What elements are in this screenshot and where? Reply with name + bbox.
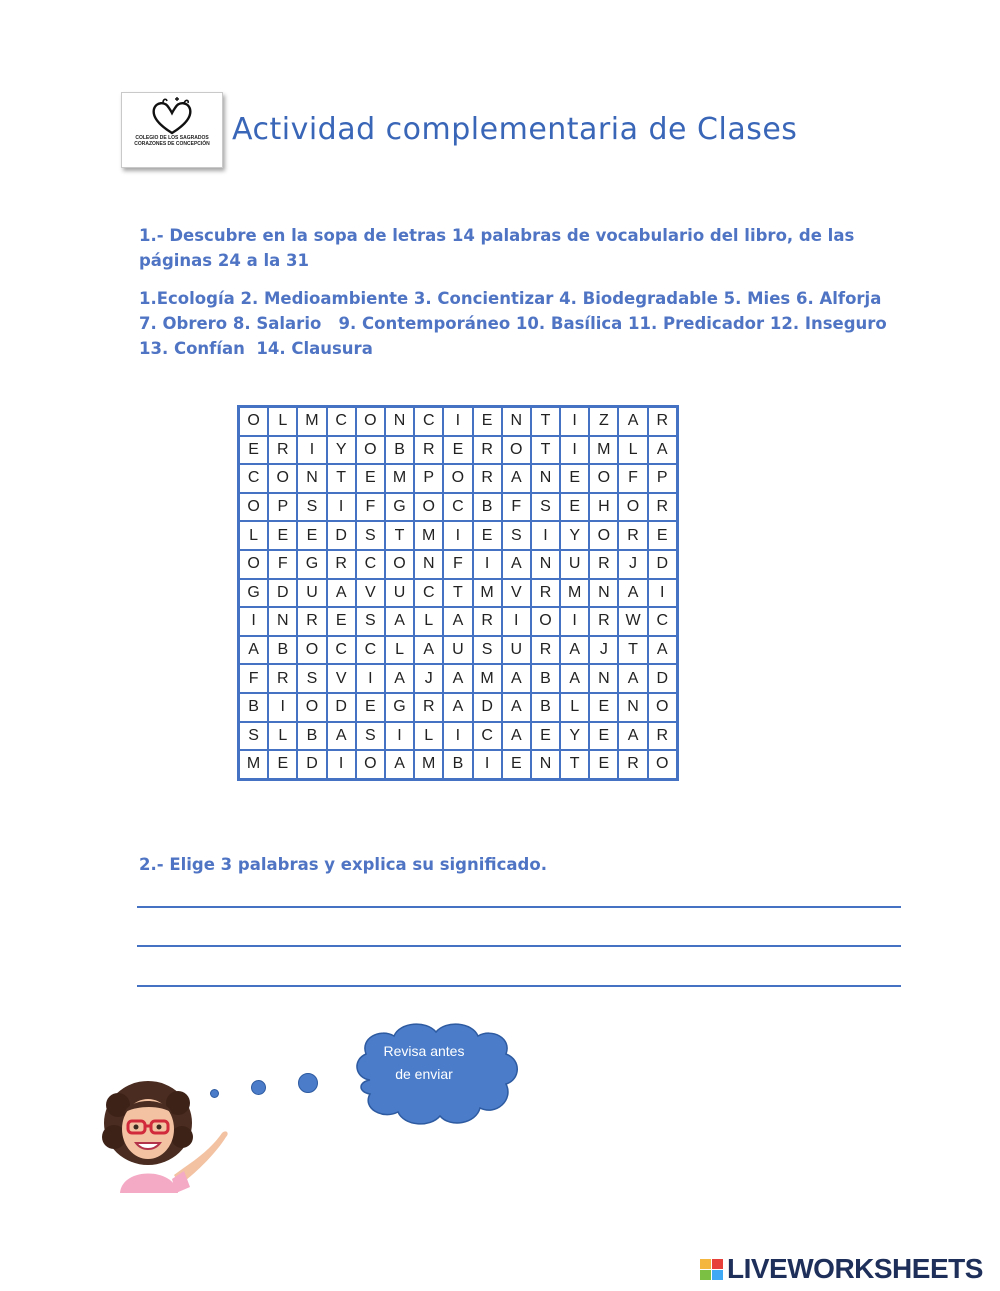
grid-cell[interactable]: A <box>327 579 356 608</box>
vocabulary-line-1: 1.Ecología 2. Medioambiente 3. Concientizar 4. Biodegradable 5. Mies 6. Alforja <box>139 289 882 308</box>
grid-cell[interactable]: I <box>239 607 269 636</box>
grid-cell[interactable]: A <box>560 664 589 693</box>
grid-cell[interactable]: A <box>443 664 472 693</box>
grid-row <box>239 550 678 579</box>
answer-line-1[interactable] <box>137 906 901 908</box>
grid-cell[interactable]: E <box>473 407 502 436</box>
grid-cell[interactable]: E <box>589 693 618 722</box>
grid-row <box>239 493 678 522</box>
grid-cell[interactable]: A <box>443 607 472 636</box>
grid-cell[interactable]: E <box>589 722 618 751</box>
brand-logo-icon <box>700 1259 723 1280</box>
grid-cell[interactable]: B <box>443 750 472 779</box>
grid-row <box>239 664 678 693</box>
grid-cell[interactable]: U <box>502 636 531 665</box>
grid-cell[interactable]: T <box>327 464 356 493</box>
grid-cell[interactable]: C <box>473 722 502 751</box>
grid-cell[interactable]: T <box>618 636 647 665</box>
grid-cell[interactable]: C <box>356 636 385 665</box>
grid-cell[interactable]: P <box>648 464 678 493</box>
grid-cell[interactable]: I <box>502 607 531 636</box>
grid-cell[interactable]: M <box>297 407 326 436</box>
question-2: 2.- Elige 3 palabras y explica su significado. <box>139 855 547 874</box>
grid-cell[interactable]: E <box>589 750 618 779</box>
grid-cell[interactable]: E <box>648 521 678 550</box>
grid-cell[interactable]: R <box>531 636 560 665</box>
grid-cell[interactable]: S <box>356 722 385 751</box>
grid-cell[interactable]: A <box>648 636 678 665</box>
grid-cell[interactable]: F <box>239 664 269 693</box>
answer-line-2[interactable] <box>137 945 901 947</box>
grid-cell[interactable]: O <box>531 607 560 636</box>
grid-row <box>239 407 678 436</box>
grid-cell[interactable]: L <box>385 636 414 665</box>
grid-cell[interactable]: O <box>618 493 647 522</box>
grid-cell[interactable]: I <box>560 436 589 465</box>
grid-cell[interactable]: O <box>414 493 443 522</box>
grid-row <box>239 750 678 779</box>
grid-cell[interactable]: D <box>473 693 502 722</box>
grid-cell[interactable]: R <box>268 664 297 693</box>
grid-cell[interactable]: B <box>297 722 326 751</box>
grid-cell[interactable]: E <box>502 750 531 779</box>
question-1: 1.- Descubre en la sopa de letras 14 palabras de vocabulario del libro, de las páginas 24 a la 31 <box>139 226 855 270</box>
grid-cell[interactable]: M <box>414 521 443 550</box>
grid-cell[interactable]: A <box>502 664 531 693</box>
grid-cell[interactable]: R <box>618 521 647 550</box>
grid-row <box>239 607 678 636</box>
grid-cell[interactable]: J <box>414 664 443 693</box>
grid-cell[interactable]: R <box>268 436 297 465</box>
grid-cell[interactable]: I <box>473 750 502 779</box>
grid-cell[interactable]: F <box>268 550 297 579</box>
grid-cell[interactable]: R <box>414 436 443 465</box>
grid-cell[interactable]: P <box>268 493 297 522</box>
grid-cell[interactable]: N <box>297 464 326 493</box>
grid-cell[interactable]: N <box>618 693 647 722</box>
grid-cell[interactable]: O <box>648 693 678 722</box>
liveworksheets-brand <box>700 1253 983 1285</box>
grid-cell[interactable]: N <box>385 407 414 436</box>
logo-text: COLEGIO DE LOS SAGRADOS CORAZONES DE CONCEPCIÓN <box>134 135 210 147</box>
grid-cell[interactable]: T <box>385 521 414 550</box>
grid-cell[interactable]: V <box>327 664 356 693</box>
grid-cell[interactable]: F <box>502 493 531 522</box>
grid-cell[interactable]: E <box>268 750 297 779</box>
grid-cell[interactable]: E <box>356 693 385 722</box>
thought-dot-large <box>298 1073 318 1093</box>
vocabulary-list <box>139 286 909 361</box>
grid-cell[interactable]: S <box>473 636 502 665</box>
grid-cell[interactable]: O <box>356 750 385 779</box>
grid-cell[interactable]: A <box>327 722 356 751</box>
grid-cell[interactable]: I <box>385 722 414 751</box>
grid-cell[interactable]: I <box>560 407 589 436</box>
grid-cell[interactable]: L <box>414 722 443 751</box>
brand-text: LIVEWORKSHEETS <box>727 1253 983 1284</box>
grid-cell[interactable]: A <box>648 436 678 465</box>
grid-cell[interactable]: R <box>414 693 443 722</box>
grid-cell[interactable]: M <box>239 750 269 779</box>
grid-cell[interactable]: A <box>502 722 531 751</box>
grid-cell[interactable]: B <box>268 636 297 665</box>
grid-cell[interactable]: C <box>327 407 356 436</box>
grid-cell[interactable]: O <box>268 464 297 493</box>
grid-cell[interactable]: R <box>589 550 618 579</box>
grid-cell[interactable]: R <box>297 607 326 636</box>
grid-cell[interactable]: C <box>356 550 385 579</box>
grid-cell[interactable]: O <box>239 407 269 436</box>
grid-cell[interactable]: A <box>618 664 647 693</box>
grid-cell[interactable]: B <box>531 664 560 693</box>
grid-cell[interactable]: S <box>297 493 326 522</box>
grid-row <box>239 636 678 665</box>
grid-cell[interactable]: M <box>385 464 414 493</box>
brand-box-v <box>700 1270 711 1280</box>
grid-cell[interactable]: D <box>327 693 356 722</box>
grid-cell[interactable]: E <box>356 464 385 493</box>
grid-cell[interactable]: R <box>327 550 356 579</box>
grid-cell[interactable]: T <box>443 579 472 608</box>
grid-cell[interactable]: A <box>618 407 647 436</box>
grid-cell[interactable]: Y <box>560 722 589 751</box>
grid-cell[interactable]: R <box>473 464 502 493</box>
grid-cell[interactable]: T <box>531 407 560 436</box>
grid-cell[interactable]: N <box>502 407 531 436</box>
grid-row <box>239 464 678 493</box>
grid-cell[interactable]: E <box>443 436 472 465</box>
grid-cell[interactable]: A <box>239 636 269 665</box>
grid-cell[interactable]: E <box>560 464 589 493</box>
grid-cell[interactable]: O <box>297 636 326 665</box>
grid-cell[interactable]: I <box>297 436 326 465</box>
grid-cell[interactable]: E <box>560 493 589 522</box>
brand-box-e <box>712 1270 723 1280</box>
grid-cell[interactable]: N <box>414 550 443 579</box>
grid-cell[interactable]: R <box>618 750 647 779</box>
grid-cell[interactable]: F <box>618 464 647 493</box>
grid-cell[interactable]: I <box>443 521 472 550</box>
grid-cell[interactable]: N <box>531 464 560 493</box>
grid-cell[interactable]: I <box>443 407 472 436</box>
grid-cell[interactable]: I <box>560 607 589 636</box>
grid-cell[interactable]: S <box>356 607 385 636</box>
grid-cell[interactable]: R <box>648 407 678 436</box>
grid-cell[interactable]: C <box>414 579 443 608</box>
grid-cell[interactable]: R <box>648 722 678 751</box>
grid-cell[interactable]: C <box>327 636 356 665</box>
grid-cell[interactable]: O <box>297 693 326 722</box>
grid-cell[interactable]: A <box>502 550 531 579</box>
grid-cell[interactable]: L <box>618 436 647 465</box>
grid-cell[interactable]: A <box>443 693 472 722</box>
grid-cell[interactable]: D <box>648 664 678 693</box>
grid-cell[interactable]: N <box>268 607 297 636</box>
grid-cell[interactable]: S <box>356 521 385 550</box>
grid-cell[interactable]: M <box>589 436 618 465</box>
grid-cell[interactable]: B <box>239 693 269 722</box>
grid-cell[interactable]: O <box>589 464 618 493</box>
grid-cell[interactable]: D <box>327 521 356 550</box>
cloud-line-1: Revisa antes <box>383 1043 465 1059</box>
grid-cell[interactable]: L <box>560 693 589 722</box>
grid-cell[interactable]: A <box>560 636 589 665</box>
grid-cell[interactable]: U <box>385 579 414 608</box>
grid-cell[interactable]: S <box>239 722 269 751</box>
grid-cell[interactable]: S <box>531 493 560 522</box>
grid-cell[interactable]: L <box>268 407 297 436</box>
grid-cell[interactable]: A <box>385 750 414 779</box>
cloud-line-2: de enviar <box>395 1066 453 1082</box>
grid-cell[interactable]: N <box>589 579 618 608</box>
grid-cell[interactable]: M <box>414 750 443 779</box>
grid-cell[interactable]: I <box>327 493 356 522</box>
grid-cell[interactable]: G <box>385 693 414 722</box>
grid-cell[interactable]: R <box>473 607 502 636</box>
grid-cell[interactable]: R <box>531 579 560 608</box>
grid-cell[interactable]: A <box>385 664 414 693</box>
answer-line-3[interactable] <box>137 985 901 987</box>
grid-cell[interactable]: L <box>239 521 269 550</box>
brand-box-l <box>700 1259 711 1269</box>
grid-cell[interactable]: L <box>268 722 297 751</box>
grid-row <box>239 436 678 465</box>
grid-cell[interactable]: I <box>356 664 385 693</box>
grid-cell[interactable]: A <box>502 464 531 493</box>
grid-cell[interactable]: C <box>648 607 678 636</box>
grid-cell[interactable]: N <box>531 750 560 779</box>
grid-cell[interactable]: E <box>473 521 502 550</box>
grid-cell[interactable]: E <box>327 607 356 636</box>
grid-cell[interactable]: G <box>239 579 269 608</box>
school-logo <box>121 92 223 168</box>
grid-cell[interactable]: V <box>502 579 531 608</box>
grid-cell[interactable]: J <box>618 550 647 579</box>
grid-cell[interactable]: E <box>268 521 297 550</box>
grid-cell[interactable]: J <box>589 636 618 665</box>
grid-cell[interactable]: R <box>589 607 618 636</box>
grid-cell[interactable]: E <box>297 521 326 550</box>
thought-dot-medium <box>251 1080 266 1095</box>
grid-cell[interactable]: C <box>239 464 269 493</box>
grid-cell[interactable]: M <box>473 664 502 693</box>
vocabulary-line-2: 7. Obrero 8. Salario 9. Contemporáneo 10. Basílica 11. Predicador 12. Inseguro <box>139 314 887 333</box>
grid-cell[interactable]: A <box>414 636 443 665</box>
grid-cell[interactable]: O <box>385 550 414 579</box>
grid-cell[interactable]: I <box>443 722 472 751</box>
grid-cell[interactable]: O <box>356 407 385 436</box>
grid-row <box>239 579 678 608</box>
grid-cell[interactable]: Z <box>589 407 618 436</box>
grid-cell[interactable]: O <box>589 521 618 550</box>
grid-cell[interactable]: T <box>531 436 560 465</box>
vocabulary-line-3: 13. Confían 14. Clausura <box>139 339 373 358</box>
grid-cell[interactable]: I <box>531 521 560 550</box>
grid-cell[interactable]: G <box>297 550 326 579</box>
grid-cell[interactable]: V <box>356 579 385 608</box>
grid-cell[interactable]: E <box>531 722 560 751</box>
grid-row <box>239 722 678 751</box>
grid-cell[interactable]: I <box>473 550 502 579</box>
grid-cell[interactable]: O <box>648 750 678 779</box>
word-search-grid[interactable] <box>237 405 679 781</box>
teacher-avatar-icon <box>100 1075 230 1195</box>
brand-box-i <box>712 1259 723 1269</box>
grid-cell[interactable]: A <box>502 693 531 722</box>
grid-cell[interactable]: I <box>648 579 678 608</box>
cloud-message <box>350 1040 498 1086</box>
grid-cell[interactable]: O <box>239 493 269 522</box>
grid-cell[interactable]: D <box>297 750 326 779</box>
grid-row <box>239 693 678 722</box>
sacred-hearts-icon <box>147 97 197 137</box>
grid-cell[interactable]: O <box>239 550 269 579</box>
grid-cell[interactable]: R <box>473 436 502 465</box>
grid-cell[interactable]: B <box>385 436 414 465</box>
grid-cell[interactable]: Y <box>327 436 356 465</box>
grid-cell[interactable]: W <box>618 607 647 636</box>
grid-cell[interactable]: O <box>502 436 531 465</box>
grid-cell[interactable]: C <box>414 407 443 436</box>
grid-cell[interactable]: F <box>356 493 385 522</box>
grid-cell[interactable]: U <box>560 550 589 579</box>
grid-cell[interactable]: M <box>473 579 502 608</box>
grid-cell[interactable]: N <box>589 664 618 693</box>
grid-cell[interactable]: L <box>414 607 443 636</box>
grid-cell[interactable]: E <box>239 436 269 465</box>
grid-cell[interactable]: I <box>268 693 297 722</box>
grid-cell[interactable]: G <box>385 493 414 522</box>
grid-cell[interactable]: A <box>385 607 414 636</box>
grid-cell[interactable]: A <box>618 579 647 608</box>
grid-cell[interactable]: F <box>443 550 472 579</box>
grid-cell[interactable]: U <box>297 579 326 608</box>
grid-cell[interactable]: B <box>531 693 560 722</box>
grid-cell[interactable]: S <box>297 664 326 693</box>
grid-cell[interactable]: B <box>473 493 502 522</box>
grid-cell[interactable]: U <box>443 636 472 665</box>
grid-cell[interactable]: O <box>443 464 472 493</box>
grid-cell[interactable]: Y <box>560 521 589 550</box>
page-title: Actividad complementaria de Clases <box>232 112 798 147</box>
grid-cell[interactable]: D <box>648 550 678 579</box>
grid-cell[interactable]: H <box>589 493 618 522</box>
grid-cell[interactable]: R <box>648 493 678 522</box>
grid-cell[interactable]: P <box>414 464 443 493</box>
grid-cell[interactable]: T <box>560 750 589 779</box>
grid-cell[interactable]: N <box>531 550 560 579</box>
grid-cell[interactable]: A <box>618 722 647 751</box>
grid-cell[interactable]: I <box>327 750 356 779</box>
grid-row <box>239 521 678 550</box>
grid-cell[interactable]: C <box>443 493 472 522</box>
grid-cell[interactable]: O <box>356 436 385 465</box>
grid-cell[interactable]: M <box>560 579 589 608</box>
grid-cell[interactable]: D <box>268 579 297 608</box>
grid-cell[interactable]: S <box>502 521 531 550</box>
